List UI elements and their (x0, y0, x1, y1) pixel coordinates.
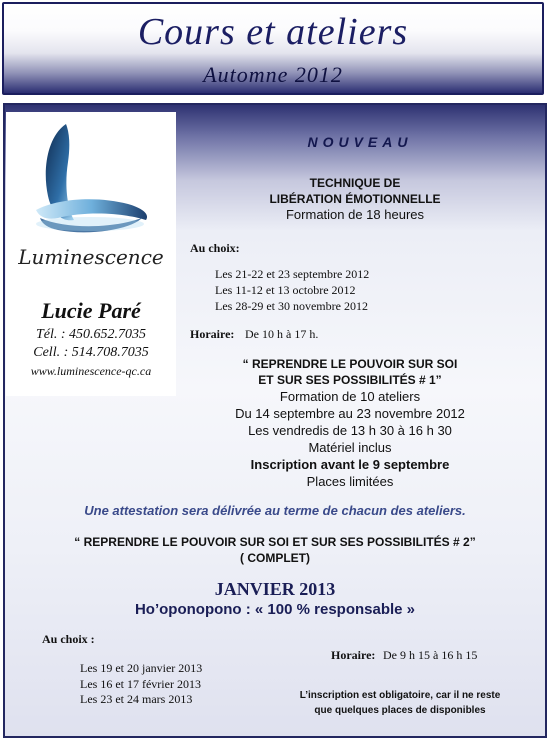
header-banner (2, 2, 544, 95)
page-subtitle: Automne 2012 (203, 62, 343, 87)
contact-cell: Cell. : 514.708.7035 (33, 345, 149, 360)
reprendre1-detail: Les vendredis de 13 h 30 à 16 h 30 (248, 423, 452, 438)
janvier-note: L’inscription est obligatoire, car il ne reste (299, 690, 501, 701)
reprendre1-detail: Matériel inclus (308, 440, 392, 455)
logo-block (6, 112, 176, 396)
technique-title-1: TECHNIQUE DE (309, 176, 401, 190)
janvier-hours-label: Horaire: (331, 648, 376, 662)
reprendre1-limited: Places limitées (306, 474, 394, 489)
attestation-note: Une attestation sera délivrée au terme de chacun des ateliers. (84, 503, 466, 518)
janvier-date: Les 23 et 24 mars 2013 (80, 692, 193, 706)
contact-phone: Tél. : 450.652.7035 (35, 327, 147, 342)
nouveau-label: NOUVEAU (307, 134, 413, 150)
technique-date: Les 21-22 et 23 septembre 2012 (215, 267, 370, 281)
reprendre1-title-1: “ REPRENDRE LE POUVOIR SUR SOI (242, 357, 458, 371)
reprendre1-detail: Du 14 septembre au 23 novembre 2012 (235, 406, 465, 421)
contact-name: Lucie Paré (41, 298, 141, 323)
reprendre1-detail: Formation de 10 ateliers (279, 389, 421, 404)
logo-brand: Luminescence (18, 245, 164, 269)
technique-date: Les 11-12 et 13 octobre 2012 (215, 283, 356, 297)
janvier-title: JANVIER 2013 (214, 579, 336, 599)
janvier-subtitle: Ho’oponopono : « 100 % responsable » (134, 601, 416, 618)
reprendre1-title-2: ET SUR SES POSSIBILITÉS # 1” (258, 373, 442, 387)
janvier-hours-value: De 9 h 15 à 16 h 15 (383, 648, 478, 662)
reprendre2-status: ( COMPLET) (240, 551, 310, 565)
reprendre2-title: “ REPRENDRE LE POUVOIR SUR SOI ET SUR SES POSSIBILITÉS # 2” (74, 535, 476, 549)
janvier-note: que quelques places de disponibles (314, 705, 486, 716)
luminescence-logo-icon (18, 118, 164, 240)
technique-hours-label: Horaire: (190, 327, 235, 341)
contact-website: www.luminescence-qc.ca (30, 364, 152, 378)
technique-duration: Formation de 18 heures (285, 207, 425, 222)
technique-hours-value: De 10 h à 17 h. (245, 327, 319, 341)
technique-date: Les 28-29 et 30 novembre 2012 (215, 299, 368, 313)
janvier-date: Les 19 et 20 janvier 2013 (80, 661, 203, 675)
technique-choice-label: Au choix: (190, 241, 240, 255)
technique-title-2: LIBÉRATION ÉMOTIONNELLE (269, 192, 441, 206)
page-title: Cours et ateliers (137, 11, 409, 53)
janvier-choice-label: Au choix : (42, 632, 95, 646)
reprendre1-deadline: Inscription avant le 9 septembre (250, 457, 450, 472)
janvier-date: Les 16 et 17 février 2013 (80, 677, 201, 691)
